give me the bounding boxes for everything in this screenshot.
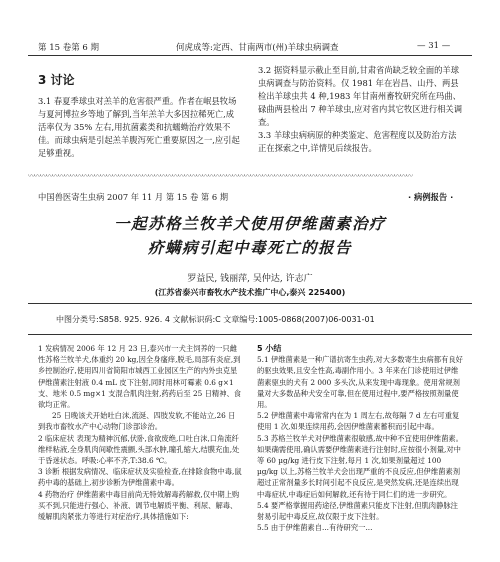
header-rule <box>28 55 472 56</box>
body-paragraph: 5.1 伊维菌素是一种广谱抗寄生虫药,对大多数寄生虫病都有良好的驱虫效果,且安全性高,毒副作用小。3 年来在门诊使用过伊维菌素驱虫的犬有 2 000 多头次,从来发现中毒现象。使用常规剂量对大多数品种犬安全可靠,但在使用过程中,要严格按照剂量使用。 <box>257 355 463 410</box>
journal-line: 中国兽医寄生虫病 2007 年 11 月 第 15 卷 第 6 期 <box>38 192 229 202</box>
page-number: — 31 — <box>417 41 451 51</box>
affiliation: (江苏省泰兴市畜牧水产技术推广中心,泰兴 225400) <box>154 288 346 297</box>
body-paragraph: 1 发病情况 2006 年 12 月 23 日,泰兴市一犬主饲养的一只雌性苏格兰牧羊犬,体重约 20 kg,因全身瘙痒,脱毛,局部有炎症,到乡控制治疗,使用四川省简阳市城西工业园区生产的内外虫克星伊维菌素注射液 0.4 mL 皮下注射,同时用林可霉素 0.6 g×1 支、地米 0.5 mg×1 支混合肌肉注射,药药后至 25 日精神、食欲均正常。 <box>38 344 242 410</box>
wavy-separator: 〰〰〰〰〰〰〰〰〰〰〰〰〰〰〰〰〰〰〰〰〰〰〰〰〰〰〰〰〰〰〰〰〰〰〰〰〰〰〰〰〰〰〰〰〰〰〰〰〰〰〰〰〰〰〰〰〰〰〰〰〰〰〰〰 <box>28 173 412 179</box>
body-paragraph: 2 临床症状 表现为精神沉郁,伏卧,食欲废绝,口吐白沫,口角流纤维样粘液,全身肌肉间歇性震颤,头部水肿,瞳孔缩大,结膜充血,处于昏迷状态。呼吸:心率不齐,T:38.6 ℃。 <box>38 433 240 466</box>
discussion-paragraph: 3.2 据资料显示截止至目前,甘肃省尚缺乏较全面的羊球虫病调查与防治资料。仅 1981 年在岩昌、山丹、两县检出羊球虫共 4 种,1983 年甘南州畜牧研究所在玛曲、碌曲两县检出 7 种羊球虫,应对省内其它牧区进行相关调查。 <box>258 65 463 127</box>
page-volume-issue: 第 15 卷第 6 期 <box>38 43 100 53</box>
body-paragraph: 5.2 伊维菌素中毒常常内在为 1 周左右,故每隔 7 d 左右可重复使用 1 次,如果连续用药,会因伊维菌素蓄积而引起中毒。 <box>257 411 460 432</box>
body-paragraph: 4 药物治疗 伊维菌素中毒目前尚无特效解毒药解救,仅中期上购买不到,只能进行强心、补液、调节电解质平衡、利尿、解毒、缓解肌肉紧张力等进行对症治疗,具体措施如下: <box>38 489 240 522</box>
running-title: 何虎成等:定西、甘南两市(州)羊球虫病调查 <box>176 43 339 53</box>
body-paragraph: 5.3 苏格兰牧羊犬对伊维菌素很敏感,故中种不宜使用伊维菌素。如果确需使用,确认需要伊维菌素进行注射时,应按很小剂量,对中等 60 µg/kg 进行皮下注射,每月 1 次,如果剂量超过 100 µg/kg 以上,苏格兰牧羊犬会出现严重的不良反应,但伊维菌素剂超过正常剂量多长时间引起不良反应,是突然发病,还是连续出现中毒症状,中毒症后如何解救,还有待于同仁们的进一步研究。 <box>257 433 463 499</box>
body-paragraph: 5.5 由于伊维菌素自...有待研究一... <box>257 523 373 533</box>
discussion-paragraph: 3.3 羊球虫病病原的种类鉴定、危害程度以及防治方法正在探索之中,详情见后续报告。 <box>258 130 457 153</box>
article-title-line1: 一起苏格兰牧羊犬使用伊维菌素治疗 <box>113 215 386 233</box>
summary-heading: 5 小结 <box>257 344 282 353</box>
classification-line: 中图分类号:S858. 925. 926. 4 文献标识码:C 文章编号:1005-0868(2007)06-0031-01 <box>56 315 375 324</box>
discussion-paragraph: 3.1 春夏季球虫对羔羊的危害很严重。作者在岷县牧场与夏河博拉乡等地了解到,当年羔羊大多因拉稀死亡,成活率仅为 35% 左右,用抗菌素类和抗蠕蚴治疗效果不佳。而球虫病是引起羔羊腹泻死亡重要原因之一,应引起足够重视。 <box>38 96 240 158</box>
body-paragraph: 5.4 要严格掌握用药途径,伊维菌素只能皮下注射,但肌肉静脉注射易引起中毒反应,故仅限于皮下注射。 <box>257 500 458 522</box>
authors: 罗益民, 钱丽萍, 吴仲达, 许志广 <box>187 274 313 284</box>
body-right-column <box>257 343 464 553</box>
section-title-discussion: 3 讨论 <box>38 73 75 87</box>
classification-rule <box>28 334 472 335</box>
affiliation-rule <box>28 303 472 304</box>
body-paragraph: 3 诊断 根据发病情况、临床症状及实验检查,在排除食物中毒,鼠药中毒的基础上,初步诊断为伊维菌素中毒。 <box>38 467 242 488</box>
article-title-line2: 疥螨病引起中毒死亡的报告 <box>147 239 352 257</box>
discussion-left-column <box>38 95 240 160</box>
body-paragraph: 25 日晚该犬开始吐白沫,流涎、四肢发软,不能站立,26 日到我市畜牧水产中心动物门诊部诊治。 <box>38 411 236 432</box>
discussion-right-column <box>258 64 463 155</box>
section-tag: · 病例报告 · <box>408 192 454 202</box>
body-left-column <box>38 343 242 553</box>
